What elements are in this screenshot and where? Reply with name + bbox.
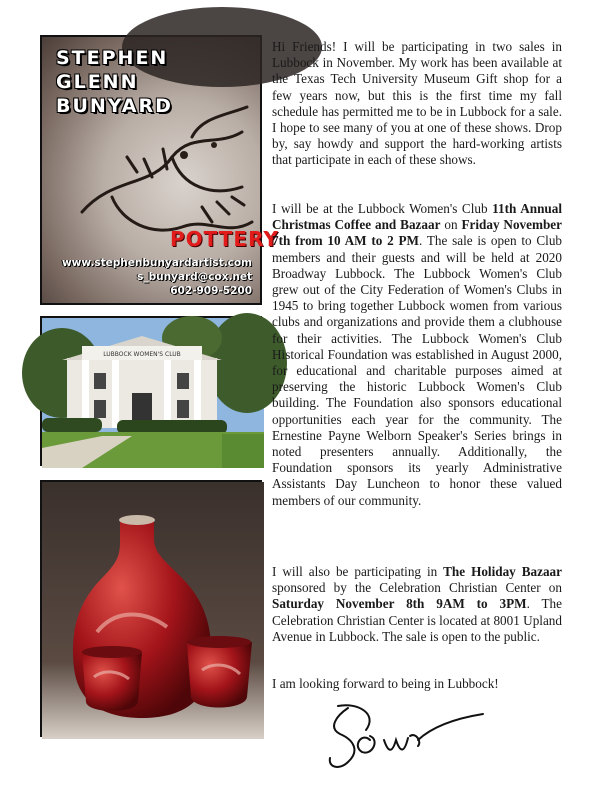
para3-date: Saturday November 8th 9AM to 3PM bbox=[272, 596, 527, 612]
sake-set-illustration bbox=[42, 482, 264, 739]
holiday-bazaar-paragraph bbox=[272, 564, 562, 645]
para3-intro: I will also be participating in bbox=[272, 564, 444, 579]
card-name-line2: GLENN bbox=[56, 71, 139, 93]
card-phone: 602-909-5200 bbox=[170, 285, 252, 297]
club-sign-text: LUBBOCK WOMEN'S CLUB bbox=[103, 351, 181, 358]
para2-event: 11th Annual Christmas Coffee and Bazaar bbox=[272, 201, 562, 233]
card-website: www.stephenbunyardartist.com bbox=[61, 257, 252, 269]
card-name-line1: STEPHEN bbox=[56, 47, 169, 69]
para3-body: . The Celebration Christian Center is located at 8001 Upland Avenue in Lubbock. The sale is open to the public. bbox=[272, 596, 562, 644]
card-name-line3: BUNYARD bbox=[56, 95, 173, 117]
closing-text: I am looking forward to being in Lubbock! bbox=[272, 676, 499, 691]
building-illustration bbox=[42, 318, 264, 468]
womens-club-photo bbox=[40, 316, 262, 466]
signature-icon bbox=[318, 696, 488, 776]
card-pottery-label: POTTERY bbox=[170, 227, 279, 251]
para2-on: on bbox=[440, 217, 462, 233]
closing-paragraph bbox=[272, 676, 562, 692]
womens-club-paragraph bbox=[272, 201, 562, 509]
business-card-image bbox=[40, 35, 279, 305]
para2-intro: I will be at the Lubbock Women's Club bbox=[272, 201, 493, 216]
sake-set-photo bbox=[40, 480, 262, 737]
para2-date: Friday November 7th from 10 AM to 2 PM bbox=[272, 217, 563, 249]
para3-mid: sponsored by the Celebration Christian Center on bbox=[272, 580, 562, 596]
para2-body: . The sale is open to Club members and their guests and will be held at 2020 Broadway Lubbock. The Lubbock Women's Club grew out of the City Federation of Women's Clubs in 1945 to bring together Lubbock women from various clubs and organizations and provide them a clubhouse for their activities. The Lubbock Women's Club Historical Foundation was established in August 2000, for educational and charitable purposes aimed at preserving the historic Lubbock Women's Club building. The Foundation also sponsors educational opportunities each year for the community. The Ernestine Payne Welborn Speaker's Series brings in noted presenters annually. Additionally, the Foundation sponsors its yearly Administrative Assistants Day Luncheon to honor these valued members of our community. bbox=[272, 233, 563, 508]
intro-paragraph bbox=[272, 39, 562, 169]
card-email: s_bunyard@cox.net bbox=[137, 271, 252, 283]
intro-text: Hi Friends! I will be participating in two sales in Lubbock in November. My work has been available at the Texas Tech University Museum Gift shop for a few years now, but this is the first time my fall schedule has permitted me to be in Lubbock for a sale. I hope to see many of you at one of these shows. Drop by, say howdy and support the hard-working artists that participate in each of these shows. bbox=[272, 39, 562, 168]
para3-event: The Holiday Bazaar bbox=[443, 564, 562, 579]
